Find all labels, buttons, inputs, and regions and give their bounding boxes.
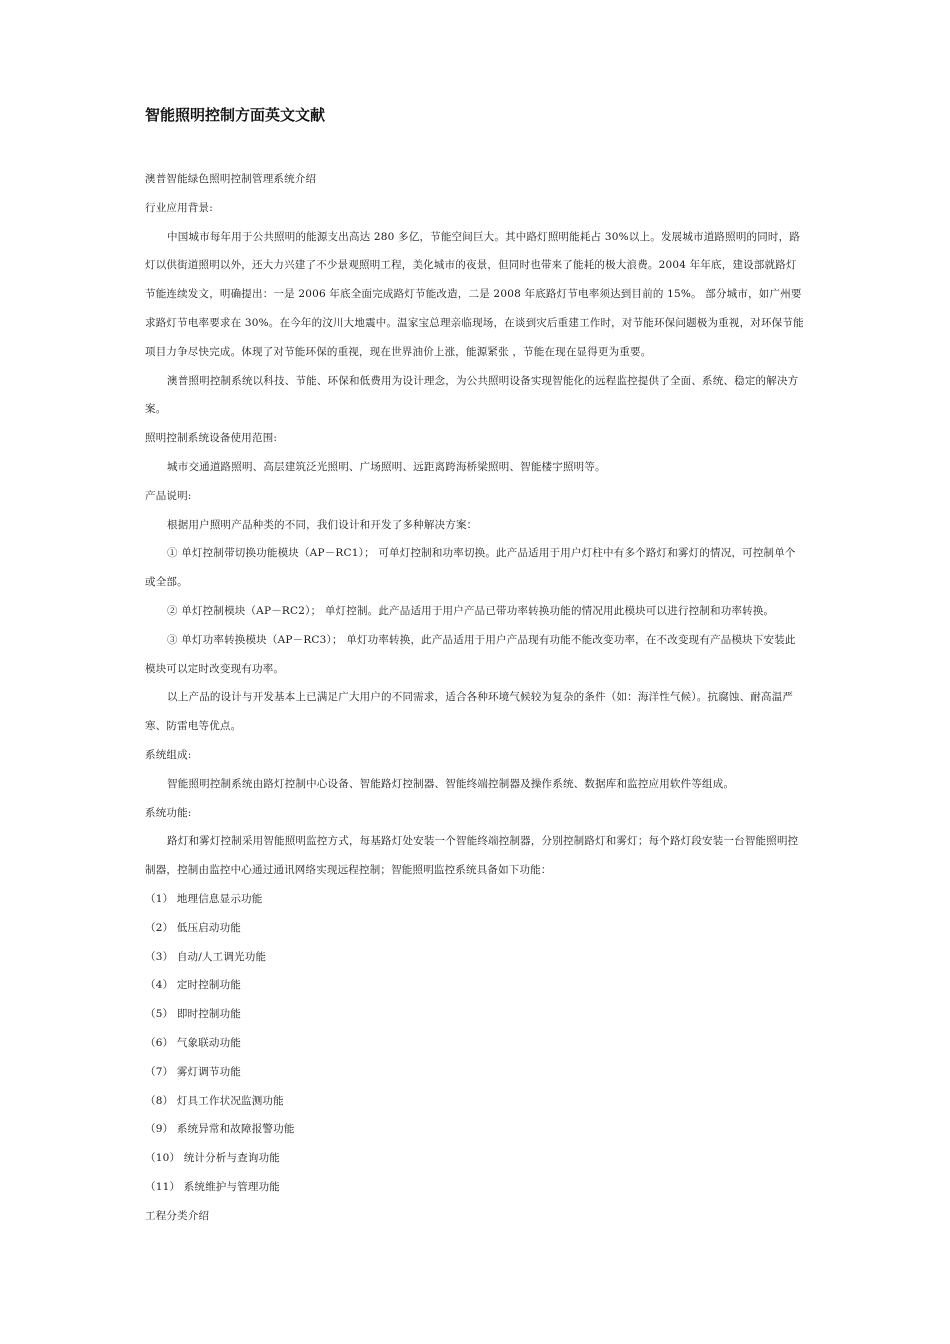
- product-item-rc1: ① 单灯控制带切换功能模块（AP－RC1）； 可单灯控制和功率切换。此产品适用于用户灯柱中有多个路灯和雾灯的情况，可控制单个或全部。: [145, 547, 796, 589]
- function-list-item: （1） 地理信息显示功能: [145, 892, 263, 905]
- product-item-rc2: ② 单灯控制模块（AP－RC2）； 单灯控制。此产品适用于用户产品已带功率转换功能的情况用此模块可以进行控制和功率转换。: [167, 604, 775, 617]
- function-list-item: （6） 气象联动功能: [145, 1036, 242, 1049]
- function-list-item: （7） 雾灯调节功能: [145, 1065, 242, 1078]
- usage-scope-heading: 照明控制系统设备使用范围:: [145, 432, 278, 445]
- product-intro-paragraph: 根据用户照明产品种类的不同，我们设计和开发了多种解决方案：: [167, 518, 478, 531]
- product-summary-paragraph: 以上产品的设计与开发基本上已满足广大用户的不同需求，适合各种环境气候较为复杂的条件（如：海洋性气候）。抗腐蚀、耐高温严寒、防雷电等优点。: [145, 691, 794, 733]
- function-list-item: （11） 系统维护与管理功能: [145, 1180, 280, 1193]
- system-concept-paragraph: 澳普照明控制系统以科技、节能、环保和低费用为设计理念，为公共照明设备实现智能化的远程监控提供了全面、系统、稳定的解决方案。: [145, 374, 799, 416]
- document-title: 智能照明控制方面英文文献: [145, 106, 326, 124]
- system-intro-heading: 澳普智能绿色照明控制管理系统介绍: [145, 173, 317, 185]
- system-functions-paragraph: 路灯和雾灯控制采用智能照明监控方式，每基路灯处安装一个智能终端控制器，分别控制路灯和雾灯；每个路灯段安装一台智能照明控制器，控制由监控中心通过通讯网络实现远程控制；智能照明监控系统具备如下功能：: [145, 835, 799, 877]
- function-list-item: （5） 即时控制功能: [145, 1008, 242, 1021]
- function-list-item: （9） 系统异常和故障报警功能: [145, 1123, 295, 1136]
- industry-background-paragraph: 中国城市每年用于公共照明的能源支出高达 280 多亿，节能空间巨大。其中路灯照明能耗占 30%以上。发展城市道路照明的同时，路灯以供街道照明以外，还大力兴建了不少景观照明工程，美化城市的夜景，但同时也带来了能耗的极大浪费。2004 年年底，建设部就路灯节能连续发文，明确提出：一是 2006 年底全面完成路灯节能改造，二是 2008 年底路灯节电率须达到目前的 15%。 部分城市，如广州要求路灯节电率要求在 30%。在今年的汶川大地震中。温家宝总理亲临现场，在谈到灾后重建工作时，对节能环保问题极为重视，对环保节能项目力争尽快完成。体现了对节能环保的重视，现在世界油价上涨，能源紧张 ，节能在现在显得更为重要。: [145, 230, 804, 358]
- usage-scope-paragraph: 城市交通道路照明、高层建筑泛光照明、广场照明、远距离跨海桥梁照明、智能楼宇照明等。: [167, 460, 606, 473]
- function-list-item: （3） 自动/人工调光功能: [145, 950, 267, 963]
- document-body: [145, 165, 805, 1230]
- system-functions-heading: 系统功能:: [145, 806, 192, 819]
- product-description-heading: 产品说明:: [145, 489, 192, 502]
- function-list-item: （10） 统计分析与查询功能: [145, 1152, 280, 1165]
- function-list-item: （8） 灯具工作状况监测功能: [145, 1094, 284, 1107]
- system-composition-paragraph: 智能照明控制系统由路灯控制中心设备、智能路灯控制器、智能终端控制器及操作系统、数据库和监控应用软件等组成。: [167, 777, 735, 790]
- function-list-item: （2） 低压启动功能: [145, 921, 242, 934]
- product-item-rc3: ③ 单灯功率转换模块（AP－RC3）； 单灯功率转换，此产品适用于用户产品现有功能不能改变功率，在不改变现有产品模块下安装此模块可以定时改变现有功率。: [145, 633, 796, 675]
- industry-background-heading: 行业应用背景:: [145, 201, 213, 214]
- project-categories-heading: 工程分类介绍: [145, 1209, 210, 1222]
- system-composition-heading: 系统组成:: [145, 748, 192, 761]
- function-list-item: （4） 定时控制功能: [145, 979, 242, 992]
